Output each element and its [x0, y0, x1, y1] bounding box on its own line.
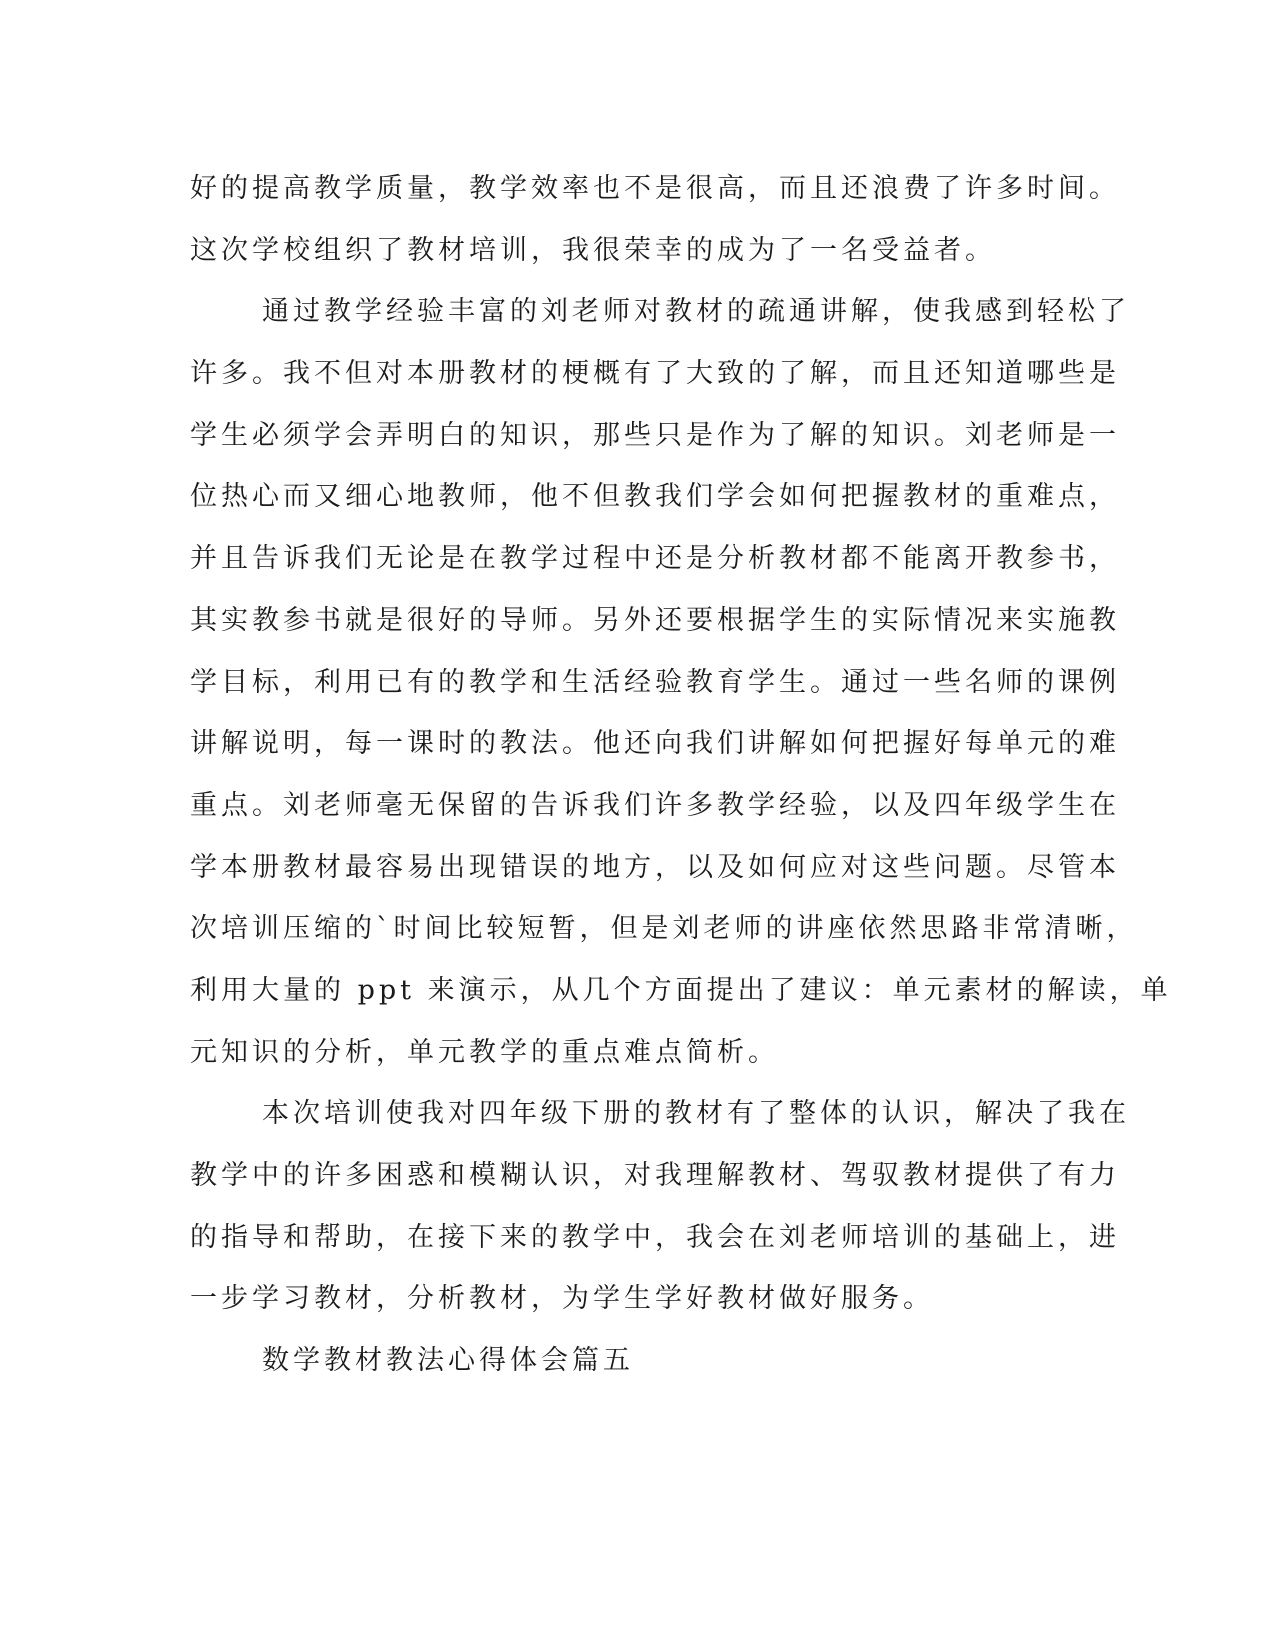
text-line: 好的提高教学质量，教学效率也不是很高，而且还浪费了许多时间。: [190, 173, 1120, 204]
text-line: 学本册教材最容易出现错误的地方，以及如何应对这些问题。尽管本: [190, 851, 1120, 883]
paragraph-start-line: 本次培训使我对四年级下册的教材有了整体的认识，解决了我在: [262, 1098, 1130, 1130]
text-line: 位热心而又细心地教师，他不但教我们学会如何把握教材的重难点，: [190, 481, 1120, 513]
text-line: 并且告诉我们无论是在教学过程中还是分析教材都不能离开教参书，: [190, 543, 1120, 575]
text-line: 利用大量的 ppt 来演示，从几个方面提出了建议：单元素材的解读，单: [190, 974, 1172, 1006]
body-text: [190, 158, 1172, 1392]
text-line: 这次学校组织了教材培训，我很荣幸的成为了一名受益者。: [190, 234, 996, 266]
text-line: 学目标，利用已有的教学和生活经验教育学生。通过一些名师的课例: [190, 666, 1120, 698]
text-line: 许多。我不但对本册教材的梗概有了大致的了解，而且还知道哪些是: [190, 358, 1120, 390]
text-line: 讲解说明，每一课时的教法。他还向我们讲解如何把握好每单元的难: [190, 728, 1120, 760]
section-heading: 数学教材教法心得体会篇五: [262, 1345, 634, 1377]
paragraph-start-line: 通过教学经验丰富的刘老师对教材的疏通讲解，使我感到轻松了: [262, 296, 1130, 328]
text-line: 重点。刘老师毫无保留的告诉我们许多教学经验，以及四年级学生在: [190, 789, 1120, 821]
text-line: 其实教参书就是很好的导师。另外还要根据学生的实际情况来实施教: [190, 604, 1120, 636]
text-line: 的指导和帮助，在接下来的教学中，我会在刘老师培训的基础上，进: [190, 1221, 1120, 1253]
text-line: 教学中的许多困惑和模糊认识，对我理解教材、驾驭教材提供了有力: [190, 1160, 1120, 1191]
text-line: 次培训压缩的`时间比较短暂，但是刘老师的讲座依然思路非常清晰，: [190, 913, 1138, 945]
text-line: 学生必须学会弄明白的知识，那些只是作为了解的知识。刘老师是一: [190, 419, 1120, 451]
text-line: 一步学习教材，分析教材，为学生学好教材做好服务。: [190, 1283, 934, 1315]
text-line: 元知识的分析，单元教学的重点难点简析。: [190, 1036, 779, 1068]
